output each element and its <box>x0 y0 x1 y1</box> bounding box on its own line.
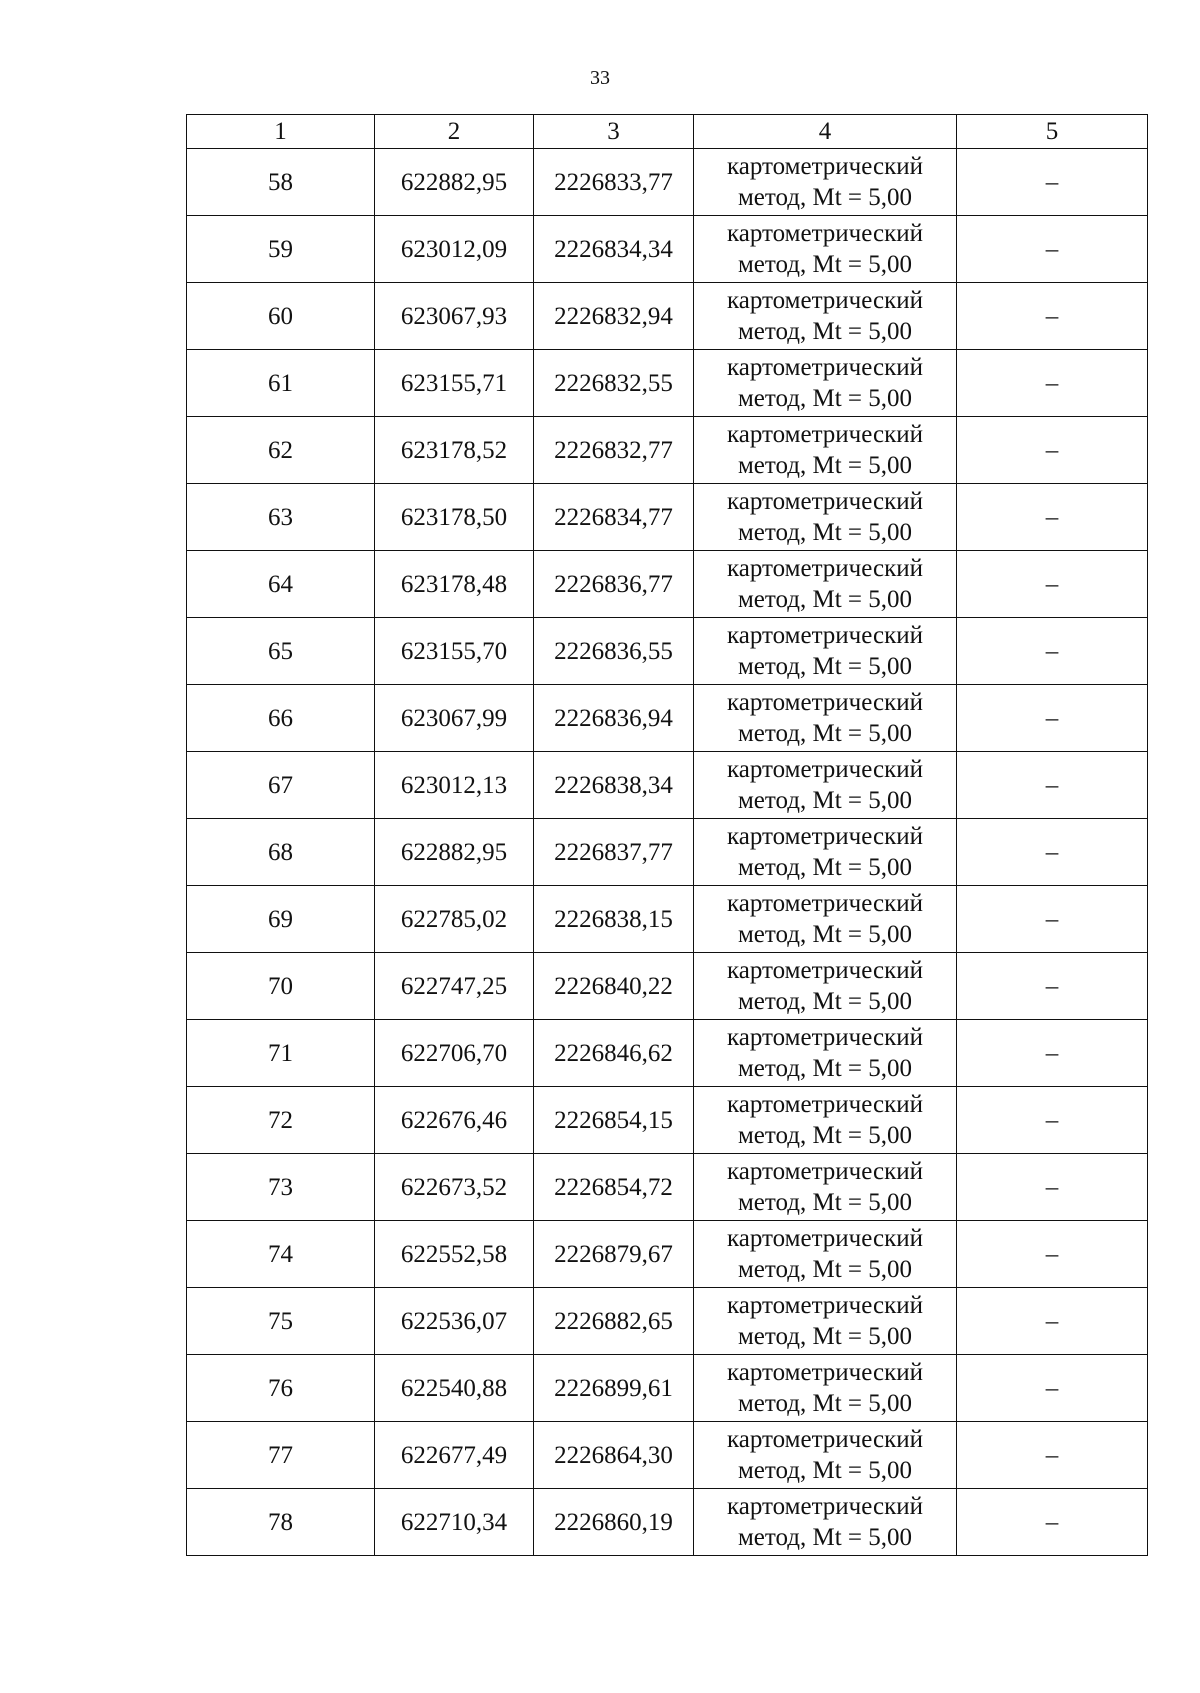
note-cell: – <box>957 350 1148 417</box>
coordinate-x-cell: 622747,25 <box>375 953 534 1020</box>
table-row <box>187 1489 1148 1556</box>
point-number-cell: 65 <box>187 618 375 685</box>
coordinate-y-cell: 2226846,62 <box>534 1020 694 1087</box>
coordinate-x-cell: 622882,95 <box>375 819 534 886</box>
method-cell <box>694 1288 957 1355</box>
point-number-cell: 75 <box>187 1288 375 1355</box>
note-cell: – <box>957 1489 1148 1556</box>
table-header <box>187 115 1148 149</box>
method-line-1: картометрический <box>727 488 923 515</box>
coordinate-y-cell: 2226836,77 <box>534 551 694 618</box>
coordinate-y-cell: 2226832,55 <box>534 350 694 417</box>
note-cell: – <box>957 752 1148 819</box>
method-line-1: картометрический <box>727 220 923 247</box>
note-cell: – <box>957 149 1148 216</box>
note-cell: – <box>957 886 1148 953</box>
method-cell <box>694 1154 957 1221</box>
method-line-1: картометрический <box>727 1024 923 1051</box>
method-line-2: метод, Mt = 5,00 <box>737 720 913 747</box>
method-line-2: метод, Mt = 5,00 <box>737 1189 913 1216</box>
method-cell <box>694 618 957 685</box>
note-cell: – <box>957 953 1148 1020</box>
method-line-2: метод, Mt = 5,00 <box>737 184 913 211</box>
coordinate-y-cell: 2226854,72 <box>534 1154 694 1221</box>
method-cell <box>694 953 957 1020</box>
method-line-2: метод, Mt = 5,00 <box>737 452 913 479</box>
coordinate-x-cell: 622552,58 <box>375 1221 534 1288</box>
method-line-2: метод, Mt = 5,00 <box>737 1457 913 1484</box>
method-cell <box>694 1087 957 1154</box>
note-cell: – <box>957 819 1148 886</box>
method-line-2: метод, Mt = 5,00 <box>737 318 913 345</box>
method-line-2: метод, Mt = 5,00 <box>737 1122 913 1149</box>
table-body <box>187 149 1148 1556</box>
method-line-2: метод, Mt = 5,00 <box>737 251 913 278</box>
point-number-cell: 71 <box>187 1020 375 1087</box>
method-line-1: картометрический <box>727 1292 923 1319</box>
method-line-1: картометрический <box>727 1091 923 1118</box>
method-cell <box>694 685 957 752</box>
note-cell: – <box>957 1020 1148 1087</box>
method-line-1: картометрический <box>727 153 923 180</box>
coordinate-y-cell: 2226837,77 <box>534 819 694 886</box>
point-number-cell: 68 <box>187 819 375 886</box>
coordinate-x-cell: 623155,71 <box>375 350 534 417</box>
coordinate-y-cell: 2226836,94 <box>534 685 694 752</box>
coordinate-x-cell: 622882,95 <box>375 149 534 216</box>
table-row <box>187 484 1148 551</box>
method-line-1: картометрический <box>727 689 923 716</box>
coordinate-y-cell: 2226838,15 <box>534 886 694 953</box>
point-number-cell: 78 <box>187 1489 375 1556</box>
coordinate-x-cell: 622536,07 <box>375 1288 534 1355</box>
table-row <box>187 1020 1148 1087</box>
table-row <box>187 1221 1148 1288</box>
table-row <box>187 283 1148 350</box>
coordinate-x-cell: 623178,48 <box>375 551 534 618</box>
coordinate-x-cell: 622710,34 <box>375 1489 534 1556</box>
note-cell: – <box>957 1422 1148 1489</box>
table-row <box>187 886 1148 953</box>
table-row <box>187 752 1148 819</box>
table-row <box>187 1087 1148 1154</box>
point-number-cell: 69 <box>187 886 375 953</box>
coordinate-x-cell: 623155,70 <box>375 618 534 685</box>
column-header-4: 4 <box>694 115 957 149</box>
coordinate-y-cell: 2226832,77 <box>534 417 694 484</box>
method-cell <box>694 1020 957 1087</box>
coordinates-table <box>186 114 1148 1556</box>
note-cell: – <box>957 1221 1148 1288</box>
point-number-cell: 58 <box>187 149 375 216</box>
method-line-2: метод, Mt = 5,00 <box>737 519 913 546</box>
method-line-2: метод, Mt = 5,00 <box>737 787 913 814</box>
method-cell <box>694 1422 957 1489</box>
table-row <box>187 1355 1148 1422</box>
coordinate-x-cell: 623067,93 <box>375 283 534 350</box>
coordinate-y-cell: 2226834,77 <box>534 484 694 551</box>
page-number: 33 <box>590 67 610 89</box>
point-number-cell: 59 <box>187 216 375 283</box>
header-row <box>187 115 1148 149</box>
method-line-1: картометрический <box>727 1359 923 1386</box>
note-cell: – <box>957 1087 1148 1154</box>
method-line-2: метод, Mt = 5,00 <box>737 1390 913 1417</box>
point-number-cell: 60 <box>187 283 375 350</box>
method-cell <box>694 417 957 484</box>
point-number-cell: 70 <box>187 953 375 1020</box>
table-row <box>187 819 1148 886</box>
table-row <box>187 350 1148 417</box>
method-line-1: картометрический <box>727 354 923 381</box>
coordinate-y-cell: 2226838,34 <box>534 752 694 819</box>
table-row <box>187 149 1148 216</box>
point-number-cell: 77 <box>187 1422 375 1489</box>
point-number-cell: 73 <box>187 1154 375 1221</box>
coordinate-y-cell: 2226832,94 <box>534 283 694 350</box>
method-cell <box>694 819 957 886</box>
table-row <box>187 1154 1148 1221</box>
point-number-cell: 61 <box>187 350 375 417</box>
method-line-1: картометрический <box>727 1158 923 1185</box>
column-header-5: 5 <box>957 115 1148 149</box>
method-cell <box>694 216 957 283</box>
coordinate-y-cell: 2226882,65 <box>534 1288 694 1355</box>
method-cell <box>694 551 957 618</box>
table-row <box>187 953 1148 1020</box>
note-cell: – <box>957 1288 1148 1355</box>
method-cell <box>694 1221 957 1288</box>
coordinate-y-cell: 2226833,77 <box>534 149 694 216</box>
method-line-1: картометрический <box>727 1426 923 1453</box>
coordinate-x-cell: 622785,02 <box>375 886 534 953</box>
table-row <box>187 1288 1148 1355</box>
method-cell <box>694 283 957 350</box>
method-cell <box>694 484 957 551</box>
coordinate-x-cell: 622677,49 <box>375 1422 534 1489</box>
method-line-2: метод, Mt = 5,00 <box>737 1055 913 1082</box>
method-line-1: картометрический <box>727 957 923 984</box>
coordinate-y-cell: 2226879,67 <box>534 1221 694 1288</box>
method-line-2: метод, Mt = 5,00 <box>737 385 913 412</box>
point-number-cell: 62 <box>187 417 375 484</box>
column-header-1: 1 <box>187 115 375 149</box>
method-line-2: метод, Mt = 5,00 <box>737 921 913 948</box>
method-line-1: картометрический <box>727 823 923 850</box>
point-number-cell: 72 <box>187 1087 375 1154</box>
coordinate-x-cell: 622540,88 <box>375 1355 534 1422</box>
column-header-3: 3 <box>534 115 694 149</box>
note-cell: – <box>957 1355 1148 1422</box>
coordinate-y-cell: 2226864,30 <box>534 1422 694 1489</box>
coordinate-x-cell: 623067,99 <box>375 685 534 752</box>
coordinate-x-cell: 623178,52 <box>375 417 534 484</box>
method-cell <box>694 149 957 216</box>
coordinate-x-cell: 623178,50 <box>375 484 534 551</box>
note-cell: – <box>957 618 1148 685</box>
note-cell: – <box>957 685 1148 752</box>
method-line-2: метод, Mt = 5,00 <box>737 1256 913 1283</box>
method-line-2: метод, Mt = 5,00 <box>737 988 913 1015</box>
note-cell: – <box>957 216 1148 283</box>
point-number-cell: 66 <box>187 685 375 752</box>
method-cell <box>694 350 957 417</box>
coordinate-x-cell: 623012,13 <box>375 752 534 819</box>
method-line-2: метод, Mt = 5,00 <box>737 1524 913 1551</box>
coordinate-x-cell: 622676,46 <box>375 1087 534 1154</box>
method-line-2: метод, Mt = 5,00 <box>737 586 913 613</box>
method-line-1: картометрический <box>727 1493 923 1520</box>
point-number-cell: 76 <box>187 1355 375 1422</box>
table-row <box>187 685 1148 752</box>
column-header-2: 2 <box>375 115 534 149</box>
coordinate-x-cell: 623012,09 <box>375 216 534 283</box>
table-row <box>187 551 1148 618</box>
coordinate-y-cell: 2226854,15 <box>534 1087 694 1154</box>
method-line-1: картометрический <box>727 287 923 314</box>
method-line-2: метод, Mt = 5,00 <box>737 653 913 680</box>
note-cell: – <box>957 417 1148 484</box>
method-cell <box>694 1489 957 1556</box>
coordinate-x-cell: 622706,70 <box>375 1020 534 1087</box>
note-cell: – <box>957 283 1148 350</box>
point-number-cell: 67 <box>187 752 375 819</box>
table-row <box>187 1422 1148 1489</box>
point-number-cell: 64 <box>187 551 375 618</box>
method-line-1: картометрический <box>727 1225 923 1252</box>
coordinate-y-cell: 2226860,19 <box>534 1489 694 1556</box>
point-number-cell: 63 <box>187 484 375 551</box>
note-cell: – <box>957 1154 1148 1221</box>
method-line-1: картометрический <box>727 756 923 783</box>
coordinate-y-cell: 2226836,55 <box>534 618 694 685</box>
coordinate-y-cell: 2226840,22 <box>534 953 694 1020</box>
method-line-1: картометрический <box>727 890 923 917</box>
table-row <box>187 216 1148 283</box>
method-line-2: метод, Mt = 5,00 <box>737 1323 913 1350</box>
note-cell: – <box>957 484 1148 551</box>
method-cell <box>694 1355 957 1422</box>
coordinate-x-cell: 622673,52 <box>375 1154 534 1221</box>
coordinate-y-cell: 2226834,34 <box>534 216 694 283</box>
point-number-cell: 74 <box>187 1221 375 1288</box>
table-row <box>187 618 1148 685</box>
method-line-1: картометрический <box>727 555 923 582</box>
method-cell <box>694 752 957 819</box>
method-cell <box>694 886 957 953</box>
method-line-1: картометрический <box>727 622 923 649</box>
note-cell: – <box>957 551 1148 618</box>
method-line-2: метод, Mt = 5,00 <box>737 854 913 881</box>
coordinate-y-cell: 2226899,61 <box>534 1355 694 1422</box>
table-row <box>187 417 1148 484</box>
method-line-1: картометрический <box>727 421 923 448</box>
